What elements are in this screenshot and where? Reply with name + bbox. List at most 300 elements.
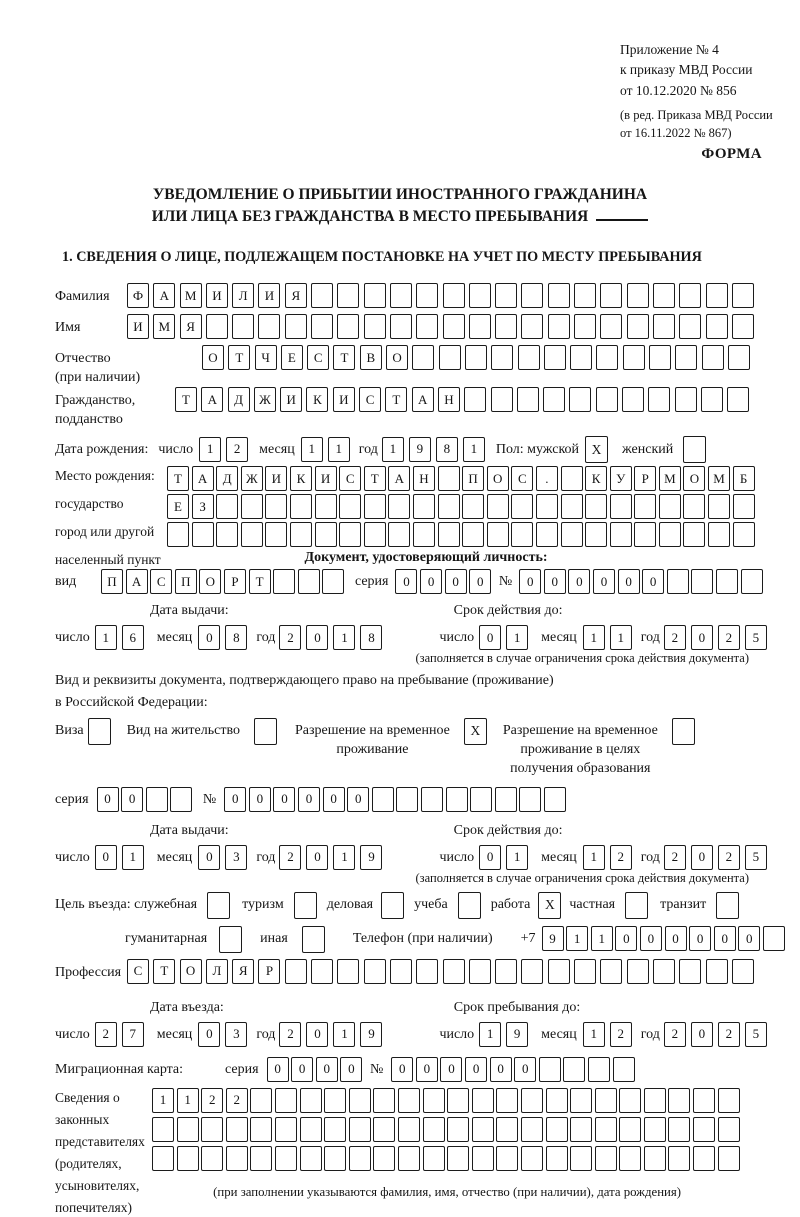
- form-cell: 2: [279, 845, 301, 870]
- form-cell: [423, 1088, 445, 1113]
- form-cell: 0: [593, 569, 615, 594]
- form-cell: [718, 1088, 740, 1113]
- form-cell: 1: [506, 625, 528, 650]
- form-cell: 1: [152, 1088, 174, 1113]
- form-cell: [675, 345, 697, 370]
- doc-limit-note: (заполняется в случае ограничения срока действия документа): [415, 651, 749, 665]
- form-cell: 9: [542, 926, 564, 951]
- form-cell: [250, 1117, 272, 1142]
- form-cell: А: [201, 387, 223, 412]
- form-cell: [447, 1088, 469, 1113]
- form-title-line1: УВЕДОМЛЕНИЕ О ПРИБЫТИИ ИНОСТРАННОГО ГРАЖДАНИНА: [152, 186, 648, 203]
- form-cell: [668, 1088, 690, 1113]
- representatives-cells-1: [152, 1088, 742, 1113]
- form-cell: 2: [279, 1022, 301, 1047]
- form-cell: [241, 494, 263, 519]
- form-cell: [349, 1146, 371, 1171]
- form-cell: О: [683, 466, 705, 491]
- work-mark: X: [544, 897, 555, 913]
- form-cell: 1: [506, 845, 528, 870]
- doc-number-label: №: [498, 574, 513, 589]
- surname-row: [55, 283, 797, 310]
- form-cell: [275, 1146, 297, 1171]
- permit-number-label: №: [202, 791, 217, 807]
- form-cell: [472, 1146, 494, 1171]
- form-cell: [544, 787, 566, 812]
- form-cell: 0: [714, 926, 736, 951]
- name-row: [55, 314, 797, 341]
- form-cell: [390, 314, 412, 339]
- form-cell: 0: [249, 787, 271, 812]
- form-cell: К: [290, 466, 312, 491]
- stay-year-cells: [664, 1022, 772, 1047]
- form-cell: [416, 283, 438, 308]
- form-cell: 0: [416, 1057, 438, 1082]
- birthplace-cells-column: [167, 466, 757, 547]
- form-cell: [619, 1117, 641, 1142]
- doc-dates-row: [55, 624, 797, 651]
- form-cell: [439, 345, 461, 370]
- form-cell: [600, 959, 622, 984]
- form-cell: [311, 314, 333, 339]
- form-cell: [373, 1146, 395, 1171]
- form-cell: [732, 314, 754, 339]
- form-cell: 0: [347, 787, 369, 812]
- form-cell: [390, 283, 412, 308]
- form-cell: [177, 1146, 199, 1171]
- annex-header: [620, 40, 773, 142]
- form-cell: [421, 787, 443, 812]
- form-cell: [546, 1146, 568, 1171]
- form-cell: [610, 494, 632, 519]
- form-cell: [412, 345, 434, 370]
- form-cell: Т: [333, 345, 355, 370]
- form-cell: [496, 1117, 518, 1142]
- form-cell: [469, 283, 491, 308]
- form-cell: [443, 314, 465, 339]
- form-cell: [206, 314, 228, 339]
- permit-valid-label: Срок действия до:: [453, 822, 563, 838]
- doc-issue-day-cells: [95, 625, 149, 650]
- form-cell: [627, 959, 649, 984]
- day-label: число: [439, 1026, 475, 1042]
- form-cell: 1: [583, 845, 605, 870]
- surname-cells: [127, 283, 758, 308]
- form-cell: А: [412, 387, 434, 412]
- form-cell: 0: [306, 625, 328, 650]
- sex-male-label: Пол: мужской: [495, 441, 580, 457]
- form-cell: [570, 1088, 592, 1113]
- form-cell: [495, 314, 517, 339]
- form-cell: [349, 1117, 371, 1142]
- permit-dates-labels: [55, 817, 797, 844]
- form-cell: [675, 387, 697, 412]
- form-cell: [337, 314, 359, 339]
- doc-issue-label: Дата выдачи:: [150, 603, 229, 618]
- form-cell: [708, 522, 730, 547]
- doc-dates-labels: [55, 597, 797, 624]
- form-cell: И: [265, 466, 287, 491]
- doc-type-label: вид: [55, 574, 77, 589]
- form-cell: [619, 1146, 641, 1171]
- form-cell: [469, 314, 491, 339]
- form-cell: [416, 959, 438, 984]
- form-cell: 5: [745, 845, 767, 870]
- day-label: число: [55, 849, 90, 865]
- form-cell: С: [307, 345, 329, 370]
- stay-month-cells: [583, 1022, 637, 1047]
- purpose-official-checkbox: [207, 892, 230, 919]
- humanitarian-label: гуманитарная: [125, 931, 208, 947]
- day-label: число: [55, 1026, 90, 1042]
- sex-female-label: женский: [622, 441, 674, 457]
- representatives-label: Сведения о законных представителях (родителях, усыновителях, попечителях): [55, 1089, 145, 1215]
- form-cell: 0: [479, 625, 501, 650]
- month-label: месяц: [541, 849, 577, 865]
- form-cell: П: [462, 466, 484, 491]
- form-cell: [693, 1117, 715, 1142]
- year-label: год: [358, 441, 378, 457]
- form-title-line2: ИЛИ ЛИЦА БЕЗ ГРАЖДАНСТВА В МЕСТО ПРЕБЫВАНИЯ: [0, 206, 800, 228]
- permit-issue-month-cells: [198, 845, 252, 870]
- form-cell: [349, 1088, 371, 1113]
- permit-dates-row: [55, 844, 797, 871]
- form-cell: [539, 1057, 561, 1082]
- form-cell: [372, 787, 394, 812]
- form-cell: 2: [610, 845, 632, 870]
- representatives-cells-column: [152, 1088, 742, 1200]
- form-cell: 1: [463, 437, 485, 462]
- form-cell: [339, 494, 361, 519]
- form-cell: 1: [301, 437, 323, 462]
- form-cell: [706, 314, 728, 339]
- form-cell: 0: [469, 569, 491, 594]
- form-cell: 0: [267, 1057, 289, 1082]
- form-cell: [311, 959, 333, 984]
- form-cell: [285, 314, 307, 339]
- form-cell: [536, 494, 558, 519]
- form-cell: 0: [568, 569, 590, 594]
- form-cell: [472, 1088, 494, 1113]
- form-cell: [544, 345, 566, 370]
- forma-label: ФОРМА: [701, 146, 762, 162]
- form-cell: [613, 1057, 635, 1082]
- birthdate-label: Дата рождения:: [55, 441, 149, 457]
- form-cell: [561, 494, 583, 519]
- form-cell: 0: [479, 845, 501, 870]
- year-label: год: [256, 1026, 276, 1042]
- form-cell: 0: [615, 926, 637, 951]
- blank-underline: [596, 206, 648, 221]
- form-cell: [548, 314, 570, 339]
- form-cell: [511, 494, 533, 519]
- form-cell: [495, 283, 517, 308]
- permit-limit-note: (заполняется в случае ограничения срока действия документа): [415, 870, 749, 885]
- form-cell: 0: [618, 569, 640, 594]
- form-cell: [561, 522, 583, 547]
- form-cell: [241, 522, 263, 547]
- form-cell: 1: [177, 1088, 199, 1113]
- form-cell: 8: [225, 625, 247, 650]
- phone-label: Телефон (при наличии): [352, 931, 493, 947]
- form-cell: 0: [440, 1057, 462, 1082]
- form-cell: 0: [445, 569, 467, 594]
- form-cell: [668, 1146, 690, 1171]
- form-cell: [570, 345, 592, 370]
- form-cell: [152, 1117, 174, 1142]
- annex-revision: [620, 106, 773, 142]
- form-cell: [595, 1117, 617, 1142]
- form-cell: [732, 959, 754, 984]
- form-cell: [701, 387, 723, 412]
- form-cell: [679, 283, 701, 308]
- form-cell: 2: [718, 1022, 740, 1047]
- form-cell: Е: [281, 345, 303, 370]
- form-cell: [192, 522, 214, 547]
- form-cell: 9: [360, 845, 382, 870]
- year-label: год: [640, 849, 660, 865]
- form-cell: [563, 1057, 585, 1082]
- form-cell: Т: [228, 345, 250, 370]
- form-cell: [574, 283, 596, 308]
- year-label: год: [256, 849, 276, 865]
- form-cell: [596, 345, 618, 370]
- form-cell: [324, 1117, 346, 1142]
- form-cell: 0: [689, 926, 711, 951]
- form-cell: [511, 522, 533, 547]
- form-cell: [570, 1146, 592, 1171]
- form-cell: [152, 1146, 174, 1171]
- form-cell: 0: [291, 1057, 313, 1082]
- form-cell: [585, 494, 607, 519]
- form-cell: [177, 1117, 199, 1142]
- form-cell: [668, 1117, 690, 1142]
- form-cell: [619, 1088, 641, 1113]
- form-cell: [388, 494, 410, 519]
- permit-valid-day-cells: [479, 845, 533, 870]
- stay-day-cells: [479, 1022, 533, 1047]
- form-cell: 0: [298, 787, 320, 812]
- form-cell: А: [126, 569, 148, 594]
- form-cell: П: [101, 569, 123, 594]
- form-cell: М: [153, 314, 175, 339]
- form-cell: Т: [175, 387, 197, 412]
- form-cell: С: [127, 959, 149, 984]
- form-cell: [390, 959, 412, 984]
- form-cell: Л: [206, 959, 228, 984]
- form-cell: [496, 1146, 518, 1171]
- form-cell: [521, 314, 543, 339]
- form-cell: [413, 522, 435, 547]
- form-cell: И: [127, 314, 149, 339]
- birthplace-cells-1: [167, 466, 757, 491]
- form-cell: [462, 522, 484, 547]
- form-cell: [706, 959, 728, 984]
- form-cell: И: [258, 283, 280, 308]
- form-cell: [146, 787, 168, 812]
- form-cell: Я: [232, 959, 254, 984]
- mig-series-cells: [267, 1057, 365, 1082]
- form-cell: [659, 522, 681, 547]
- form-cell: 2: [664, 1022, 686, 1047]
- form-cell: [521, 1146, 543, 1171]
- form-cell: 1: [328, 437, 350, 462]
- form-cell: 1: [95, 625, 117, 650]
- permit-number-cells: [224, 787, 568, 812]
- form-cell: 0: [691, 845, 713, 870]
- business-label: деловая: [326, 897, 374, 913]
- year-label: год: [640, 630, 660, 645]
- doc-series-cells: [395, 569, 493, 594]
- form-cell: [364, 494, 386, 519]
- form-cell: 0: [224, 787, 246, 812]
- residence-permit-checkbox: [254, 718, 277, 745]
- year-label: год: [640, 1026, 660, 1042]
- form-cell: [491, 345, 513, 370]
- form-cell: С: [359, 387, 381, 412]
- form-cell: [315, 522, 337, 547]
- form-cell: 0: [395, 569, 417, 594]
- form-cell: 2: [226, 437, 248, 462]
- form-cell: [216, 494, 238, 519]
- rvp-label: Разрешение на временное проживание: [294, 722, 450, 757]
- form-cell: 0: [490, 1057, 512, 1082]
- sex-male-checkbox: [585, 436, 608, 463]
- migration-card-label: Миграционная карта:: [55, 1061, 184, 1077]
- form-cell: 2: [201, 1088, 223, 1113]
- purpose-label: Цель въезда: служебная: [55, 897, 198, 913]
- form-cell: 1: [333, 625, 355, 650]
- form-cell: [201, 1117, 223, 1142]
- form-cell: [423, 1146, 445, 1171]
- annex-line: (в ред. Приказа МВД России: [620, 107, 773, 122]
- phone-cells: [542, 926, 788, 951]
- form-cell: 0: [691, 1022, 713, 1047]
- form-cell: О: [199, 569, 221, 594]
- form-cell: И: [315, 466, 337, 491]
- form-cell: [623, 345, 645, 370]
- permit-series-label: серия: [55, 791, 89, 807]
- mig-number-cells: [391, 1057, 637, 1082]
- form-cell: [570, 1117, 592, 1142]
- citizenship-cells: [175, 387, 754, 412]
- form-cell: [315, 494, 337, 519]
- form-cell: 2: [664, 625, 686, 650]
- residence-doc-paragraph: Вид и реквизиты документа, подтверждающего право на пребывание (проживание) в Российской Федерации:: [55, 673, 554, 711]
- form-cell: [521, 1117, 543, 1142]
- profession-label: Профессия: [55, 964, 122, 980]
- form-cell: [622, 387, 644, 412]
- form-cell: [733, 522, 755, 547]
- form-cell: 5: [745, 625, 767, 650]
- form-cell: 1: [610, 625, 632, 650]
- form-cell: [438, 466, 460, 491]
- annex-line: от 10.12.2020 № 856: [620, 82, 737, 98]
- form-cell: [518, 345, 540, 370]
- birthplace-cells-2: [167, 494, 757, 519]
- day-label: число: [439, 849, 475, 865]
- form-cell: [285, 959, 307, 984]
- migration-card-row: [55, 1056, 797, 1083]
- form-cell: 0: [121, 787, 143, 812]
- form-cell: И: [333, 387, 355, 412]
- surname-label: Фамилия: [55, 289, 110, 304]
- form-cell: 1: [583, 625, 605, 650]
- form-cell: 2: [95, 1022, 117, 1047]
- form-cell: [300, 1146, 322, 1171]
- form-cell: 1: [591, 926, 613, 951]
- form-cell: [398, 1088, 420, 1113]
- annex-line: от 16.11.2022 № 867): [620, 125, 732, 140]
- form-cell: И: [206, 283, 228, 308]
- form-cell: Р: [258, 959, 280, 984]
- form-cell: Я: [180, 314, 202, 339]
- form-cell: 0: [95, 845, 117, 870]
- form-cell: [727, 387, 749, 412]
- permit-issue-day-cells: [95, 845, 149, 870]
- form-cell: [574, 314, 596, 339]
- tourism-label: туризм: [242, 897, 284, 913]
- representatives-cells-3: [152, 1146, 742, 1171]
- form-cell: 8: [360, 625, 382, 650]
- form-cell: [600, 283, 622, 308]
- day-label: число: [55, 630, 90, 645]
- form-cell: Б: [733, 466, 755, 491]
- patronymic-row: [55, 345, 797, 387]
- form-cell: [519, 787, 541, 812]
- form-cell: 0: [642, 569, 664, 594]
- form-cell: Т: [364, 466, 386, 491]
- form-cell: [472, 1117, 494, 1142]
- form-cell: [521, 283, 543, 308]
- doc-valid-year-cells: [664, 625, 772, 650]
- form-cell: [447, 1146, 469, 1171]
- form-cell: [691, 569, 713, 594]
- form-cell: [416, 314, 438, 339]
- form-cell: [708, 494, 730, 519]
- visa-label: Виза: [55, 722, 84, 738]
- form-title: [0, 184, 800, 229]
- form-cell: [732, 283, 754, 308]
- birthplace-cells-3: [167, 522, 757, 547]
- residence-permit-label: Вид на жительство: [126, 722, 240, 738]
- form-cell: С: [339, 466, 361, 491]
- form-cell: 0: [665, 926, 687, 951]
- form-cell: [569, 387, 591, 412]
- form-cell: 0: [465, 1057, 487, 1082]
- form-cell: 1: [583, 1022, 605, 1047]
- form-cell: 5: [745, 1022, 767, 1047]
- form-cell: 0: [640, 926, 662, 951]
- form-cell: [595, 1088, 617, 1113]
- form-cell: [644, 1088, 666, 1113]
- entry-dates-labels: [55, 994, 797, 1021]
- form-cell: [653, 314, 675, 339]
- form-cell: [398, 1117, 420, 1142]
- form-cell: 1: [333, 845, 355, 870]
- form-cell: И: [280, 387, 302, 412]
- form-cell: [548, 283, 570, 308]
- form-cell: [521, 1088, 543, 1113]
- form-cell: [373, 1117, 395, 1142]
- form-cell: .: [536, 466, 558, 491]
- entry-month-cells: [198, 1022, 252, 1047]
- representatives-block: [55, 1088, 797, 1215]
- form-cell: [311, 283, 333, 308]
- form-cell: [462, 494, 484, 519]
- form-cell: [322, 569, 344, 594]
- month-label: месяц: [156, 849, 193, 865]
